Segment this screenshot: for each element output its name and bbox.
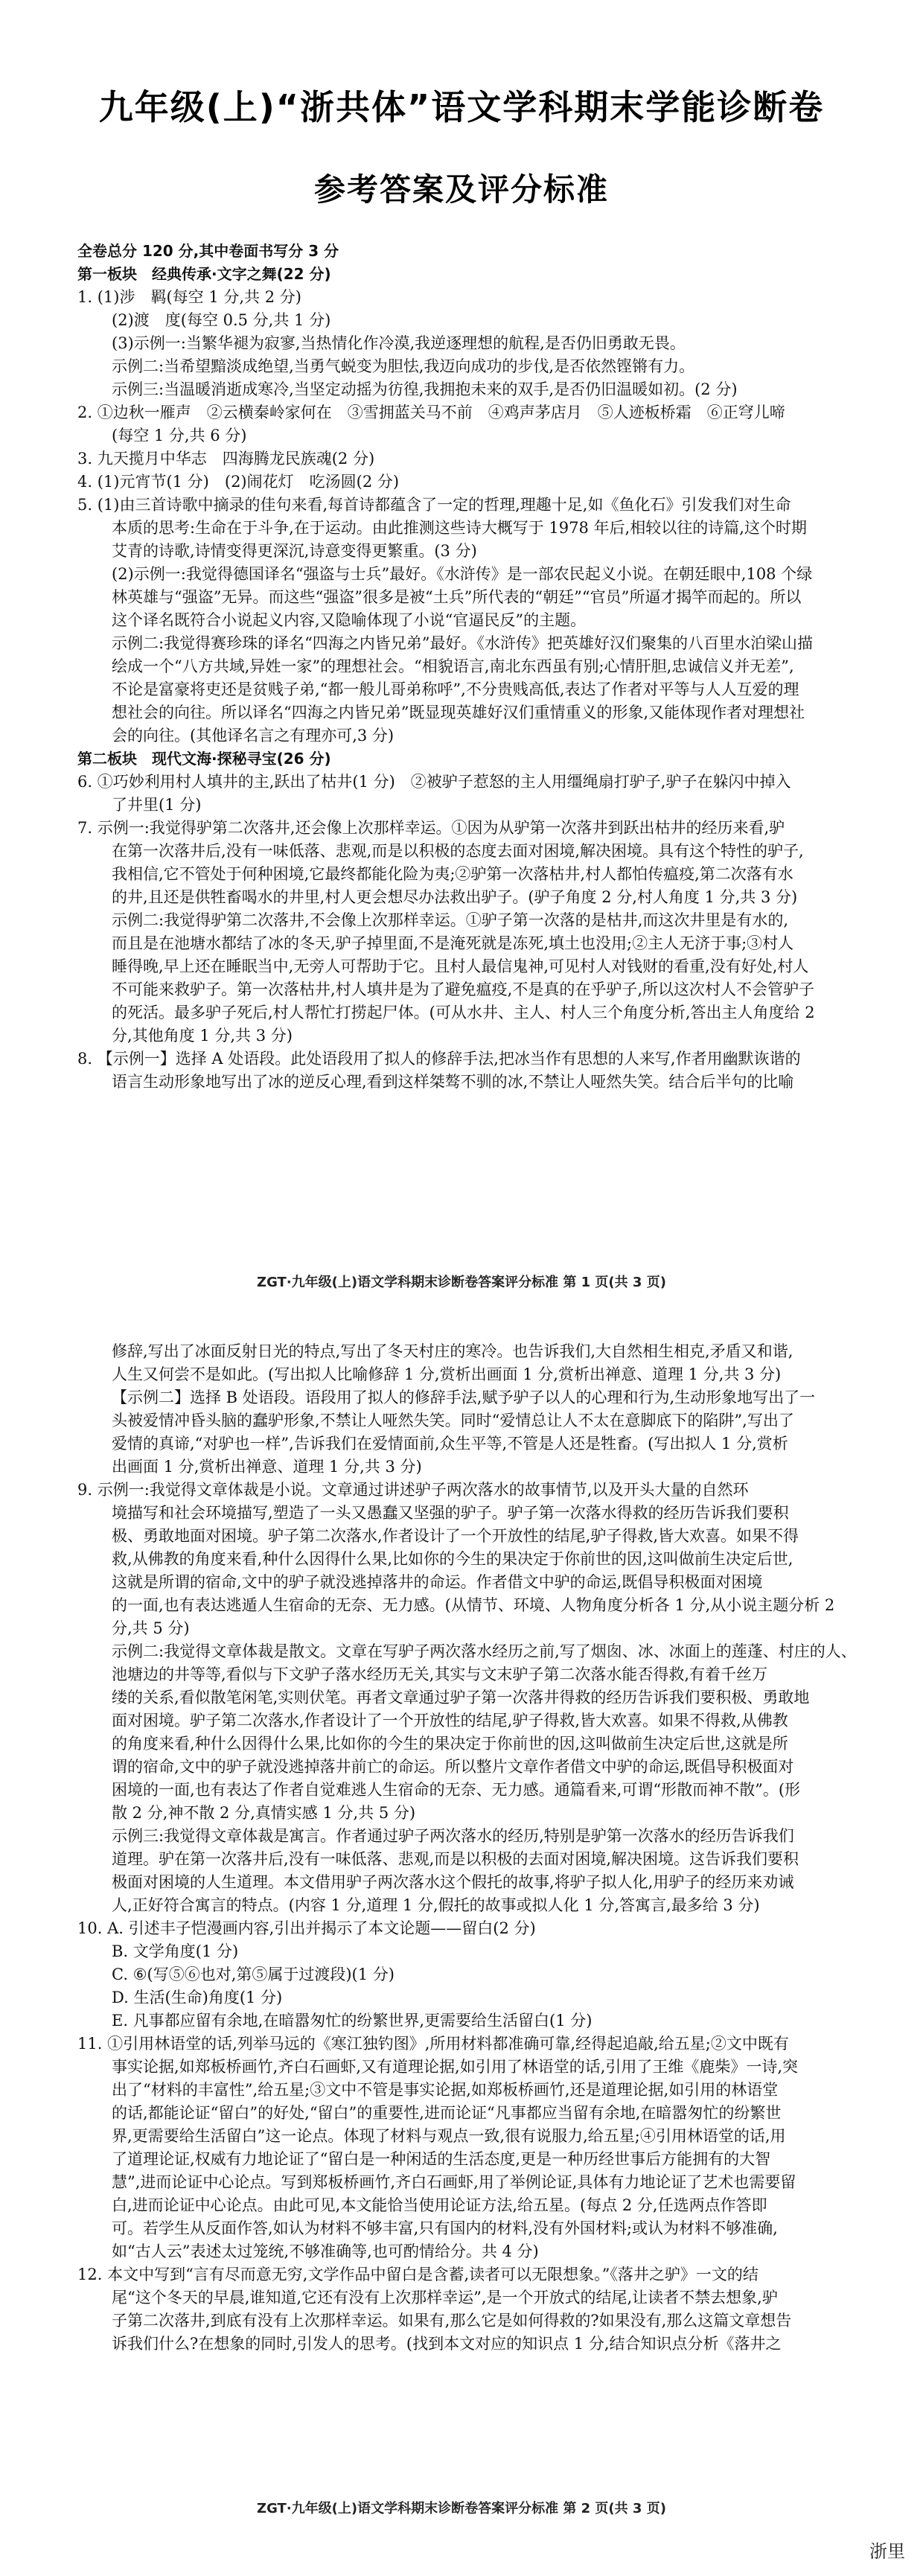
answer-body-page-1 bbox=[77, 240, 860, 1094]
answer-line: 分,其他角度 1 分,共 3 分) bbox=[112, 1027, 293, 1045]
answer-body-page-2 bbox=[77, 1340, 860, 2356]
answer-line: (2)渡 度(每空 0.5 分,共 1 分) bbox=[112, 311, 331, 329]
answer-line: 的一面,也有表达逃遁人生宿命的无奈、无力感。(从情节、环境、人物角度分析各 1 分,从小说主题分析 2 bbox=[112, 1596, 835, 1614]
answer-line: 1. (1)涉 羁(每空 1 分,共 2 分) bbox=[77, 288, 301, 306]
answer-line: 白,进而论证中心论点。由此可见,本文能恰当使用论证方法,给五星。(每点 2 分,任选两点作答即 bbox=[112, 2196, 767, 2214]
answer-line: 艾青的诗歌,诗情变得更深沉,诗意变得更繁重。(3 分) bbox=[112, 542, 477, 560]
answer-line: 可。若学生从反面作答,如认为材料不够丰富,只有国内的材料,没有外国材料;或认为材料不够准确, bbox=[112, 2219, 778, 2237]
answer-line: 池塘边的井等等,看似与下文驴子落水经历无关,其实与文末驴子第二次落水能否得救,有着千丝万 bbox=[112, 1665, 768, 1683]
answer-line: 诉我们什么?在想象的同时,引发人的思考。(找到本文对应的知识点 1 分,结合知识点分析《落井之 bbox=[112, 2335, 782, 2353]
answer-line: 【示例二】选择 B 处语段。语段用了拟人的修辞手法,赋予驴子以人的心理和行为,生动形象地写出了一 bbox=[112, 1389, 816, 1406]
answer-line: 修辞,写出了冰面反射日光的特点,写出了冬天村庄的寒冷。也告诉我们,大自然相生相克,矛盾又和谐, bbox=[112, 1342, 793, 1360]
answer-line: 不可能来救驴子。第一次落枯井,村人填井是为了避免瘟疫,不是真的在乎驴子,所以这次村人不会管驴子 bbox=[112, 981, 815, 998]
page-footer-1: ZGT·九年级(上)语文学科期末诊断卷答案评分标准 第 1 页(共 3 页) bbox=[257, 1275, 666, 1290]
answer-line: 散 2 分,神不散 2 分,真情实感 1 分,共 5 分) bbox=[112, 1804, 416, 1822]
page-footer-2: ZGT·九年级(上)语文学科期末诊断卷答案评分标准 第 2 页(共 3 页) bbox=[257, 2501, 666, 2516]
corner-watermark: 浙里 bbox=[869, 2541, 905, 2562]
answer-line: 示例二:我觉得文章体裁是散文。文章在写驴子两次落水经历之前,写了烟囱、冰、冰面上的莲蓬、村庄的人、 bbox=[112, 1642, 857, 1660]
answer-line: 困境的一面,也有表达了作者自觉难逃人生宿命的无奈、无力感。通篇看来,可谓“形散而神不散”。(形 bbox=[112, 1781, 801, 1799]
answer-line: 7. 示例一:我觉得驴第二次落井,还会像上次那样幸运。①因为从驴第一次落井到跃出枯井的经历来看,驴 bbox=[77, 819, 785, 837]
answer-line: C. ⑥(写⑤⑥也对,第⑤属于过渡段)(1 分) bbox=[112, 1966, 395, 1983]
answer-line: (2)示例一:我觉得德国译名“强盗与士兵”最好。《水浒传》是一部农民起义小说。在朝廷眼中,108 个绿 bbox=[112, 565, 813, 583]
answer-line: 境描写和社会环境描写,塑造了一头又愚蠢又坚强的驴子。驴子第一次落水得救的经历告诉我们要积 bbox=[112, 1504, 789, 1522]
answer-line: 9. 示例一:我觉得文章体裁是小说。文章通过讲述驴子两次落水的故事情节,以及开头大量的自然环 bbox=[77, 1481, 749, 1499]
answer-line: 的井,且还是供牲畜喝水的井里,村人更会想尽办法救出驴子。(驴子角度 2 分,村人角度 1 分,共 3 分) bbox=[112, 888, 798, 906]
answer-line: 想社会的向往。所以译名“四海之内皆兄弟”既显现英雄好汉们重情重义的形象,又能体现作者对理想社 bbox=[112, 704, 805, 721]
answer-line: 出了“材料的丰富性”,给五星;③文中不管是事实论据,如郑板桥画竹,还是道理论据,如引用的林语堂 bbox=[112, 2081, 779, 2099]
answer-line: 5. (1)由三首诗歌中摘录的佳句来看,每首诗都蕴含了一定的哲理,理趣十足,如《鱼化石》引发我们对生命 bbox=[77, 496, 791, 514]
answer-line: 了井里(1 分) bbox=[112, 796, 202, 814]
section-heading: 第二板块 现代文海·探秘寻宝(26 分) bbox=[77, 750, 331, 768]
answer-line: 了道理论证,权威有力地论证了“留白是一种闲适的生活态度,更是一种历经世事后方能拥有的大智 bbox=[112, 2150, 771, 2168]
answer-line: D. 生活(生命)角度(1 分) bbox=[112, 1989, 283, 2006]
answer-line: 11. ①引用林语堂的话,列举马远的《寒江独钓图》,所用材料都准确可靠,经得起追敲,给五星;②文中既有 bbox=[77, 2035, 789, 2053]
answer-line: 缕的关系,看似散笔闲笔,实则伏笔。再者文章通过驴子第一次落井得救的经历告诉我们要积极、勇敢地 bbox=[112, 1689, 810, 1706]
answer-line: 而且是在池塘水都结了冰的冬天,驴子掉里面,不是淹死就是冻死,填土也没用;②主人无济于事;③村人 bbox=[112, 934, 794, 952]
answer-line: 如“古人云”表述太过笼统,不够准确等,也可酌情给分。共 4 分) bbox=[112, 2242, 539, 2260]
answer-line: 的话,都能论证“留白”的好处,“留白”的重要性,进而论证“凡事都应当留有余地,在暗嚣匆忙的纷繁世 bbox=[112, 2104, 782, 2122]
document-subtitle: 参考答案及评分标准 bbox=[313, 171, 609, 208]
answer-line: 语言生动形象地写出了冰的逆反心理,看到这样桀骜不驯的冰,不禁让人哑然失笑。结合后半句的比喻 bbox=[112, 1073, 794, 1091]
answer-line: 12. 本文中写到“言有尽而意无穷,文学作品中留白是含蓄,读者可以无限想象。”《落井之驴》一文的结 bbox=[77, 2266, 758, 2283]
answer-line: 4. (1)元宵节(1 分) (2)闹花灯 吃汤圆(2 分) bbox=[77, 473, 400, 491]
section-heading: 全卷总分 120 分,其中卷面书写分 3 分 bbox=[77, 242, 339, 260]
answer-line: 示例三:我觉得文章体裁是寓言。作者通过驴子两次落水的经历,特别是驴第一次落水的经历告诉我们 bbox=[112, 1827, 794, 1845]
answer-line: 头被爱情冲昏头脑的蠢驴形象,不禁让人哑然失笑。同时“爱情总让人不太在意脚底下的陷阱”,写出了 bbox=[112, 1412, 794, 1429]
answer-line: 面对困境。驴子第二次落水,作者设计了一个开放性的结尾,驴子得救,皆大欢喜。如果不得救,从佛教 bbox=[112, 1712, 788, 1729]
answer-line: 会的向往。(其他译名言之有理亦可,3 分) bbox=[112, 727, 395, 745]
answer-line: 子第二次落井,到底有没有上次那样幸运。如果有,那么它是如何得救的?如果没有,那么这篇文章想告 bbox=[112, 2312, 792, 2330]
answer-line: 本质的思考:生命在于斗争,在于运动。由此推测这些诗大概写于 1978 年后,相较以往的诗篇,这个时期 bbox=[112, 519, 807, 537]
section-heading: 第一板块 经典传承·文字之舞(22 分) bbox=[77, 265, 331, 283]
answer-line: 界,更需要给生活留白”这一论点。体现了材料与观点一致,很有说服力,给五星;④引用林语堂的话,用 bbox=[112, 2127, 786, 2145]
answer-line: 极、勇敢地面对困境。驴子第二次落水,作者设计了一个开放性的结尾,驴子得救,皆大欢喜。如果不得 bbox=[112, 1527, 799, 1545]
answer-line: B. 文学角度(1 分) bbox=[112, 1942, 239, 1960]
answer-line: 不论是富豪将吏还是贫贱子弟,“都一般儿哥弟称呼”,不分贵贱高低,表达了作者对平等与人人互爱的理 bbox=[112, 680, 799, 698]
answer-line: 睡得晚,早上还在睡眠当中,无旁人可帮助于它。且村人最信鬼神,可见村人对钱财的看重,没有好处,村人 bbox=[112, 957, 809, 975]
answer-line: 尾“这个冬天的早晨,谁知道,它还有没有上次那样幸运”,是一个开放式的结尾,让读者不禁去想象,驴 bbox=[112, 2289, 778, 2306]
answer-line: 8. 【示例一】选择 A 处语段。此处语段用了拟人的修辞手法,把冰当作有思想的人来写,作者用幽默诙谐的 bbox=[77, 1050, 801, 1068]
answer-line: 慧”,进而论证中心论点。写到郑板桥画竹,齐白石画虾,用了举例论证,具体有力地论证了艺术也需要留 bbox=[112, 2173, 796, 2191]
answer-line: 出画面 1 分,赏析出禅意、道理 1 分,共 3 分) bbox=[112, 1458, 422, 1476]
answer-line: 2. ①边秋一雁声 ②云横秦岭家何在 ③雪拥蓝关马不前 ④鸡声茅店月 ⑤人迹板桥霜 ⑥正穹儿啼 bbox=[77, 404, 785, 421]
answer-line: 人生又何尝不是如此。(写出拟人比喻修辞 1 分,赏析出画面 1 分,赏析出禅意、道理 1 分,共 3 分) bbox=[112, 1365, 782, 1383]
answer-line: 的死活。最多驴子死后,村人帮忙打捞起尸体。(可从水井、主人、村人三个角度分析,答出主人角度给 2 bbox=[112, 1004, 815, 1021]
answer-line: 10. A. 引述丰子恺漫画内容,引出并揭示了本文论题——留白(2 分) bbox=[77, 1919, 536, 1937]
answer-line: 的角度来看,种什么因得什么果,比如你的今生的果决定于你前世的因,这叫做前生决定后世,这就是所 bbox=[112, 1735, 788, 1753]
answer-line: 示例三:当温暖消逝成寒冷,当坚定动摇为彷徨,我拥抱未来的双手,是否仍旧温暖如初。(2 分) bbox=[112, 380, 738, 398]
document-title: 九年级(上)“浙共体”语文学科期末学能诊断卷 bbox=[98, 87, 825, 127]
answer-line: 爱情的真谛,“对驴也一样”,告诉我们在爱情面前,众生平等,不管是人还是牲畜。(写出拟人 1 分,赏析 bbox=[112, 1435, 788, 1453]
answer-line: 示例二:我觉得驴第二次落井,不会像上次那样幸运。①驴子第一次落的是枯井,而这次井里是有水的, bbox=[112, 911, 789, 929]
answer-line: 在第一次落井后,没有一味低落、悲观,而是以积极的态度去面对困境,解决困境。具有这个特性的驴子, bbox=[112, 842, 804, 860]
answer-line: 这个译名既符合小说起义内容,又隐喻体现了小说“官逼民反”的主题。 bbox=[112, 611, 587, 629]
answer-line: 道理。驴在第一次落井后,没有一味低落、悲观,而是以积极的去面对困境,解决困境。这告诉我们要积 bbox=[112, 1850, 799, 1868]
answer-line: 示例二:当希望黯淡成绝望,当勇气蜕变为胆怯,我迈向成功的步伐,是否依然铿锵有力。 bbox=[112, 357, 695, 375]
answer-line: (3)示例一:当繁华褪为寂寥,当热情化作冷漠,我逆逐理想的航程,是否仍旧勇敢无畏。 bbox=[112, 334, 686, 352]
answer-line: E. 凡事都应留有余地,在暗嚣匆忙的纷繁世界,更需要给生活留白(1 分) bbox=[112, 2012, 593, 2030]
answer-line: 谓的宿命,文中的驴子就没逃掉落井前亡的命运。所以整片文章作者借文中驴的命运,既倡导积极面对 bbox=[112, 1758, 794, 1776]
answer-line: 极面对困境的人生道理。本文借用驴子两次落水这个假托的故事,将驴子拟人化,用驴子的经历来劝诫 bbox=[112, 1873, 794, 1891]
answer-line: (每空 1 分,共 6 分) bbox=[112, 427, 247, 444]
answer-line: 绘成一个“八方共域,异姓一家”的理想社会。“相貌语言,南北东西虽有别;心情肝胆,忠诚信义并无差”, bbox=[112, 657, 794, 675]
answer-line: 林英雄与“强盗”无异。而这些“强盗”很多是被“土兵”所代表的“朝廷”“官员”所逼才揭竿而起的。所以 bbox=[112, 588, 802, 606]
answer-line: 分,共 5 分) bbox=[112, 1619, 190, 1637]
answer-line: 3. 九天揽月中华志 四海腾龙民族魂(2 分) bbox=[77, 450, 375, 468]
answer-line: 我相信,它不管处于何种困境,它最终都能化险为夷;②驴第一次落枯井,村人都怕传瘟疫,第二次落有水 bbox=[112, 865, 793, 883]
answer-line: 6. ①巧妙利用村人填井的主,跃出了枯井(1 分) ②被驴子惹怒的主人用缰绳扇打驴子,驴子在躲闪中掉入 bbox=[77, 773, 791, 791]
answer-line: 救,从佛教的角度来看,种什么因得什么果,比如你的今生的果决定于你前世的因,这叫做前生决定后世, bbox=[112, 1550, 793, 1568]
answer-page-2 bbox=[0, 1318, 923, 2576]
answer-line: 人,正好符合寓言的特点。(内容 1 分,道理 1 分,假托的故事或拟人化 1 分,答寓言,最多给 3 分) bbox=[112, 1896, 760, 1914]
answer-line: 这就是所谓的宿命,文中的驴子就没逃掉落井的命运。作者借文中驴的命运,既倡导积极面对困境 bbox=[112, 1573, 763, 1591]
answer-line: 示例二:我觉得赛珍珠的译名“四海之内皆兄弟”最好。《水浒传》把英雄好汉们聚集的八百里水泊梁山描 bbox=[112, 634, 814, 652]
answer-line: 事实论据,如郑板桥画竹,齐白石画虾,又有道理论据,如引用了林语堂的话,引用了王维《鹿柴》一诗,突 bbox=[112, 2058, 799, 2076]
